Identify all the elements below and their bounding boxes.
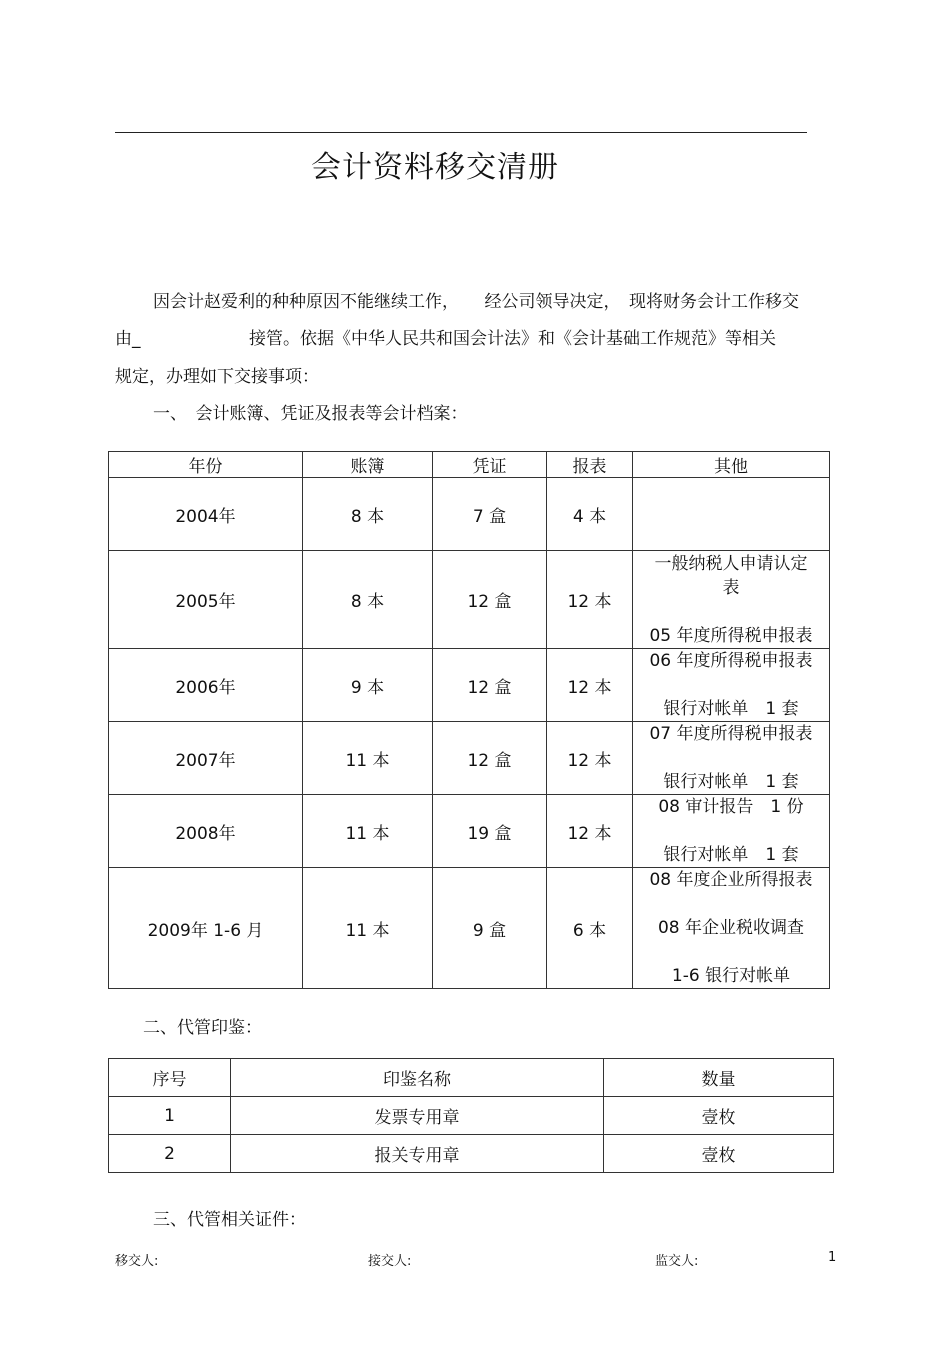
cell-year: 2009年 1-6 月 — [109, 868, 303, 989]
seal-qty: 壹枚 — [604, 1135, 834, 1173]
cell-books: 11 本 — [303, 795, 433, 868]
other-line: 表 — [722, 577, 740, 598]
seal-no: 2 — [109, 1135, 231, 1173]
cell-other — [633, 868, 830, 989]
cell-reports: 12 本 — [547, 649, 633, 722]
table-row — [109, 795, 830, 868]
col-seal-name: 印鉴名称 — [231, 1059, 604, 1097]
cell-year: 2007年 — [109, 722, 303, 795]
cell-other — [633, 478, 830, 551]
cell-year: 2005年 — [109, 551, 303, 649]
table-row — [109, 1097, 834, 1135]
other-line: 05 年度所得税申报表 — [649, 625, 813, 646]
seal-no: 1 — [109, 1097, 231, 1135]
cell-year: 2004年 — [109, 478, 303, 551]
other-line: 07 年度所得税申报表 — [649, 724, 813, 744]
other-line: 08 年企业税收调查 — [657, 918, 805, 938]
cell-reports: 12 本 — [547, 795, 633, 868]
table-row — [109, 722, 830, 795]
other-line — [633, 746, 829, 770]
archives-header-row — [109, 452, 830, 478]
col-reports: 报表 — [547, 452, 633, 478]
cell-other — [633, 722, 830, 795]
cell-reports: 12 本 — [547, 722, 633, 795]
table-row — [109, 1135, 834, 1173]
other-line: 06 年度所得税申报表 — [649, 651, 813, 671]
footer-supervisor: 监交人: — [655, 1254, 699, 1269]
other-line — [633, 673, 829, 697]
footer-transferor: 移交人: — [115, 1254, 159, 1269]
table-row — [109, 649, 830, 722]
top-rule — [115, 132, 807, 133]
other-line — [633, 819, 829, 843]
other-line: 一般纳税人申请认定 — [654, 553, 808, 574]
seals-table — [108, 1058, 834, 1173]
section1-heading: 一、 会计账簿、凭证及报表等会计档案： — [153, 404, 468, 424]
other-line: 银行对帐单 1 套 — [663, 699, 799, 719]
cell-books: 8 本 — [303, 478, 433, 551]
other-line: 银行对帐单 1 套 — [663, 772, 799, 792]
cell-vouchers: 12 盒 — [433, 649, 547, 722]
cell-vouchers: 12 盒 — [433, 722, 547, 795]
section3-heading: 三、代管相关证件： — [153, 1210, 306, 1230]
table-row — [109, 868, 830, 989]
col-vouchers: 凭证 — [433, 452, 547, 478]
cell-reports: 4 本 — [547, 478, 633, 551]
cell-year: 2008年 — [109, 795, 303, 868]
col-qty: 数量 — [604, 1059, 834, 1097]
cell-vouchers: 12 盒 — [433, 551, 547, 649]
cell-books: 9 本 — [303, 649, 433, 722]
cell-vouchers: 9 盒 — [433, 868, 547, 989]
intro-line-2b: 接管。依据《中华人民共和国会计法》和《会计基础工作规范》等相关 — [249, 329, 776, 349]
cell-other — [633, 795, 830, 868]
other-line — [633, 892, 829, 916]
document-title: 会计资料移交清册 — [311, 150, 559, 185]
seals-header-row — [109, 1059, 834, 1097]
cell-other — [633, 551, 830, 649]
cell-vouchers: 7 盒 — [433, 478, 547, 551]
col-other: 其他 — [633, 452, 830, 478]
cell-year: 2006年 — [109, 649, 303, 722]
seal-name: 报关专用章 — [231, 1135, 604, 1173]
cell-vouchers: 19 盒 — [433, 795, 547, 868]
col-books: 账簿 — [303, 452, 433, 478]
cell-other — [633, 649, 830, 722]
intro-line-1: 因会计赵爱利的种种原因不能继续工作， 经公司领导决定， 现将财务会计工作移交 — [153, 292, 799, 312]
intro-line-2a: 由_ — [115, 329, 141, 349]
other-line: 08 审计报告 1 份 — [658, 797, 804, 817]
page-number: 1 — [828, 1250, 837, 1265]
table-row — [109, 551, 830, 649]
seal-name: 发票专用章 — [231, 1097, 604, 1135]
other-line: 银行对帐单 1 套 — [663, 845, 799, 865]
seal-qty: 壹枚 — [604, 1097, 834, 1135]
cell-books: 8 本 — [303, 551, 433, 649]
archives-table — [108, 451, 830, 989]
other-line: 08 年度企业所得报表 — [649, 870, 813, 890]
cell-reports: 6 本 — [547, 868, 633, 989]
other-line — [633, 940, 829, 964]
cell-books: 11 本 — [303, 722, 433, 795]
col-no: 序号 — [109, 1059, 231, 1097]
other-line: 1-6 银行对帐单 — [671, 966, 791, 986]
footer-receiver: 接交人: — [368, 1254, 412, 1269]
other-line — [633, 600, 829, 624]
col-year: 年份 — [109, 452, 303, 478]
table-row — [109, 478, 830, 551]
cell-reports: 12 本 — [547, 551, 633, 649]
section2-heading: 二、代管印鉴： — [143, 1018, 262, 1038]
intro-line-3: 规定，办理如下交接事项： — [115, 367, 319, 387]
cell-books: 11 本 — [303, 868, 433, 989]
